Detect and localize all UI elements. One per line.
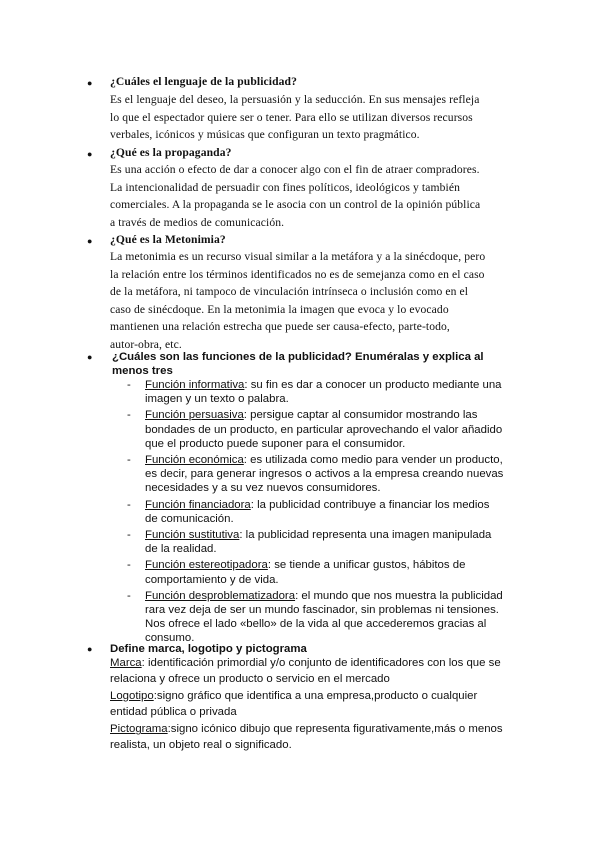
dash-bullet: -: [127, 379, 131, 391]
dash-bullet: -: [127, 529, 131, 542]
function-text: : es utilizada como medio para vender un producto,: [243, 454, 503, 467]
list-item: [127, 528, 527, 556]
dash-bullet: -: [127, 498, 131, 511]
answer-lenguaje: [110, 91, 528, 144]
answer-line: la relación entre los términos identificados no es de semejanza como en el caso: [110, 267, 485, 281]
question-definiciones: [110, 642, 530, 656]
list-item: [127, 408, 527, 451]
definition-term: Pictograma: [110, 723, 168, 736]
functions-list: [127, 378, 527, 648]
answer-propaganda: [110, 161, 528, 231]
function-text: : la publicidad contribuye a financiar los medios: [250, 498, 490, 511]
function-text: necesidades y a su vez nuevos consumidores.: [145, 482, 381, 495]
definition-pictograma: [110, 722, 530, 753]
dash-bullet: -: [127, 454, 131, 467]
question-text: menos tres: [112, 365, 173, 378]
answer-line: caso de sinécdoque. En la metonimia la imagen que evoca y lo evocado: [110, 302, 449, 316]
dash-bullet: -: [127, 409, 131, 422]
function-text: consumo.: [145, 632, 195, 645]
function-term: Función económica: [145, 454, 244, 467]
answer-line: mantienen una relación estrecha que puede ser causa-efecto, parte-todo,: [110, 320, 450, 334]
answer-metonimia: [110, 248, 528, 354]
list-item: [127, 589, 527, 646]
function-term: Función informativa: [145, 379, 245, 391]
function-term: Función financiadora: [145, 498, 251, 511]
answer-line: Es una acción o efecto de dar a conocer algo con el fin de atraer compradores.: [110, 163, 480, 176]
function-text: de comunicación.: [145, 512, 234, 525]
bullet-icon: ●: [87, 644, 93, 654]
dash-bullet: -: [127, 589, 131, 602]
function-text: es decir, para generar ingresos o activos a la empresa creando nuevas: [145, 468, 504, 481]
function-text: : la publicidad representa una imagen manipulada: [239, 529, 492, 542]
answer-line: de la metáfora, ni tampoco de vinculación intrínseca o inclusión como en el: [110, 285, 469, 299]
answer-line: Es el lenguaje del deseo, la persuasión y la seducción. En sus mensajes refleja: [110, 93, 480, 106]
definition-term: Marca: [110, 657, 142, 669]
question-metonimia: [110, 231, 530, 249]
function-text: rara vez deja de ser un mundo fascinador, sin problemas ni tensiones.: [145, 604, 499, 617]
definition-text: : identificación primordial y/o conjunto de identificadores con los que se: [141, 657, 501, 669]
function-term: Función sustitutiva: [145, 529, 240, 542]
definition-text: realista, un objeto real o significado.: [110, 738, 292, 751]
question-lenguaje: [110, 73, 530, 91]
question-text: ¿Cuáles son las funciones de la publicidad? Enuméralas y explica al: [112, 351, 484, 363]
definitions-block: [110, 656, 530, 754]
function-text: : su fin es dar a conocer un producto mediante una: [244, 379, 502, 391]
list-item: [127, 558, 527, 586]
function-text: que el producto puede suponer para el consumidor.: [145, 437, 406, 450]
list-item: [127, 453, 527, 496]
definition-text: :signo icónico dibujo que representa figurativamente,más o menos: [167, 723, 503, 736]
question-text: Define marca, logotipo y pictograma: [110, 643, 307, 655]
function-text: : el mundo que nos muestra la publicidad: [295, 589, 503, 602]
answer-line: comerciales. A la propaganda se le asocia con un control de la opinión pública: [110, 198, 481, 212]
question-text: ¿Cuáles el lenguaje de la publicidad?: [110, 75, 297, 88]
list-item: [127, 498, 527, 526]
function-text: comportamiento y de vida.: [145, 573, 279, 586]
answer-line: verbales, icónicos y músicas que configuran un texto pragmático.: [110, 128, 420, 142]
definition-term: Logotipo: [110, 690, 154, 703]
function-text: imagen y un texto o palabra.: [145, 393, 289, 406]
answer-line: a través de medios de comunicación.: [110, 215, 285, 229]
question-propaganda: [110, 144, 530, 162]
answer-line: La metonimia es un recurso visual similar a la metáfora y a la sinécdoque, pero: [110, 250, 486, 263]
definition-marca: [110, 656, 530, 687]
function-text: bondades de un producto, en particular aprovechando el valor añadido: [145, 423, 503, 436]
function-text: Nos ofrece el lado «bello» de la vida al que accederemos gracias al: [145, 618, 487, 631]
answer-line: lo que el espectador quiere ser o tener. Para ello se utilizan diversos recursos: [110, 110, 473, 124]
question-funciones: [112, 350, 532, 378]
dash-bullet: -: [127, 559, 131, 572]
function-text: de la realidad.: [145, 543, 217, 556]
function-term: Función estereotipadora: [145, 559, 268, 572]
function-term: Función desproblematizadora: [145, 589, 296, 602]
question-text: ¿Qué es la Metonimia?: [110, 233, 226, 246]
definition-text: relaciona y ofrece un producto o servicio en el mercado: [110, 672, 390, 685]
list-item: [127, 378, 527, 406]
bullet-icon: ●: [87, 78, 93, 88]
function-text: : persigue captar al consumidor mostrando las: [243, 409, 478, 422]
definition-text: entidad pública o privada: [110, 705, 237, 718]
answer-line: La intencionalidad de persuadir con fines políticos, ideológicos y también: [110, 180, 460, 194]
bullet-icon: ●: [87, 352, 93, 362]
definition-logotipo: [110, 689, 530, 720]
bullet-icon: ●: [87, 149, 93, 159]
bullet-icon: ●: [87, 236, 93, 246]
question-text: ¿Qué es la propaganda?: [110, 146, 232, 159]
answer-line: autor-obra, etc.: [110, 337, 182, 351]
function-term: Función persuasiva: [145, 409, 244, 422]
definition-text: :signo gráfico que identifica a una empresa,producto o cualquier: [153, 690, 478, 703]
function-text: : se tiende a unificar gustos, hábitos de: [267, 559, 466, 572]
